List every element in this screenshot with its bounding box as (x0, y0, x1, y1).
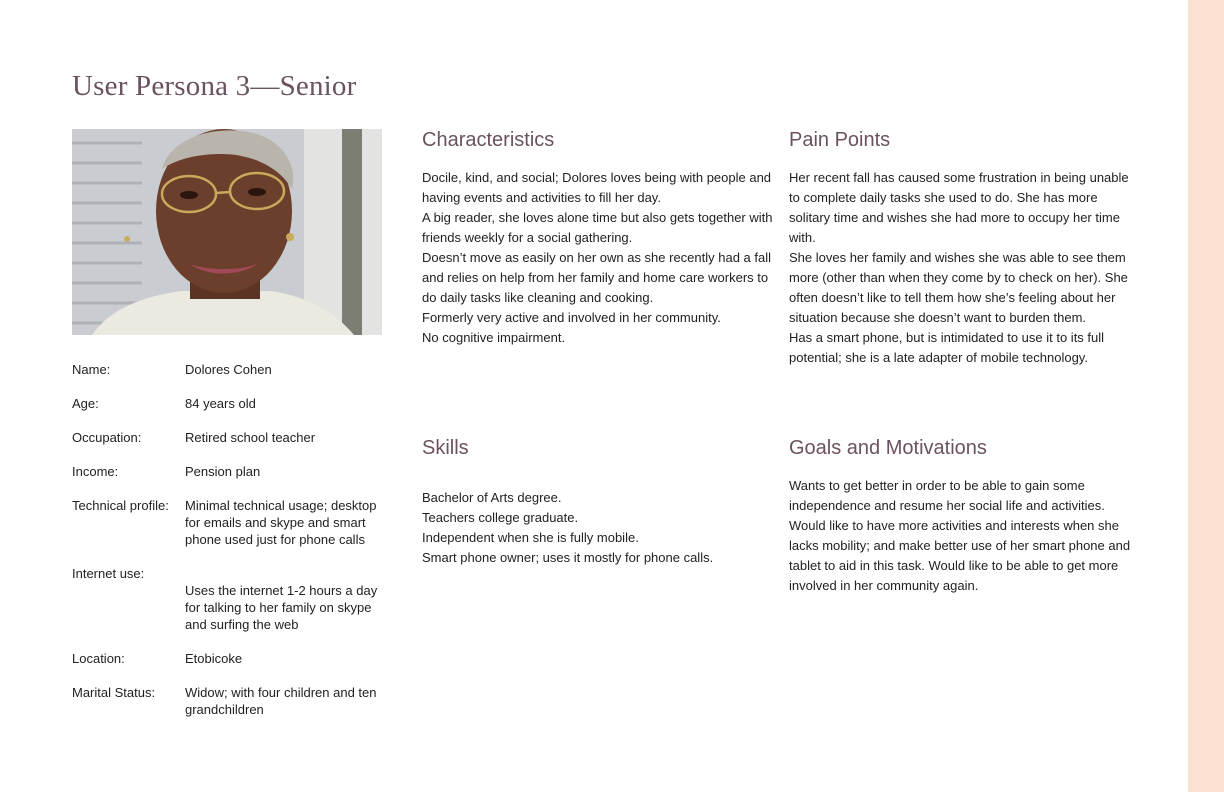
profile-row-internet-use (72, 565, 392, 633)
pain-points-line: She loves her family and wishes she was able to see them more (other than when they come by to check on her). She often doesn’t like to tell them how she’s feeling about her situation because she doesn’t want to burden them. (789, 250, 1128, 325)
profile-label: Age: (72, 396, 99, 411)
profile-label: Location: (72, 651, 125, 666)
persona-photo (72, 129, 382, 335)
section-body (422, 488, 774, 568)
characteristics-line: A big reader, she loves alone time but also gets together with friends weekly for a social gathering. (422, 210, 773, 245)
profile-label: Income: (72, 464, 119, 479)
pain-points-line: Her recent fall has caused some frustration in being unable to complete daily tasks she used to do. She has more solitary time and wishes she had more to occupy her time with. (789, 170, 1129, 245)
profile-value: Widow; with four children and ten grandchildren (185, 685, 377, 717)
profile-row-age (72, 395, 392, 412)
section-body (422, 168, 774, 348)
section-heading: Skills (422, 437, 469, 459)
section-heading: Characteristics (422, 129, 555, 151)
profile-row-occupation (72, 429, 392, 446)
skills-section (422, 437, 774, 568)
characteristics-line: Doesn’t move as easily on her own as she recently had a fall and relies on help from her family and home care workers to do daily tasks like cleaning and cooking. (422, 250, 772, 305)
profile-label: Occupation: (72, 430, 142, 445)
characteristics-line: Formerly very active and involved in her community. (422, 310, 721, 325)
profile-label: Internet use: (72, 566, 145, 581)
goals-line: Wants to get better in order to be able to gain some independence and resume her social life and activities. Would like to have more activities and interests when she lacks mobility; and make better use of her smart phone and tablet to aid in this task. Would like to be able to get more involved in her community again. (789, 478, 1131, 593)
profile-row-location (72, 650, 392, 667)
profile-row-income (72, 463, 392, 480)
skills-line: Independent when she is fully mobile. (422, 530, 639, 545)
skills-line: Bachelor of Arts degree. (422, 490, 562, 505)
goals-section (789, 437, 1141, 596)
skills-line: Smart phone owner; uses it mostly for phone calls. (422, 550, 714, 565)
profile-row-technical-profile (72, 497, 392, 548)
profile-value: Retired school teacher (185, 430, 316, 445)
section-body (789, 476, 1141, 596)
profile-details (72, 361, 392, 735)
profile-label: Marital Status: (72, 685, 156, 700)
profile-label: Technical profile: (72, 498, 169, 513)
characteristics-line: No cognitive impairment. (422, 330, 566, 345)
profile-value: 84 years old (185, 396, 256, 411)
skills-line: Teachers college graduate. (422, 510, 579, 525)
pain-points-section (789, 129, 1141, 368)
profile-value: Etobicoke (185, 651, 243, 666)
characteristics-section (422, 129, 774, 348)
profile-row-marital-status (72, 684, 392, 718)
section-heading: Goals and Motivations (789, 437, 987, 459)
accent-strip (1188, 0, 1224, 792)
profile-value: Pension plan (185, 464, 261, 479)
profile-label: Name: (72, 362, 111, 377)
section-body (789, 168, 1141, 368)
profile-value: Uses the internet 1-2 hours a day for talking to her family on skype and surfing the web (185, 583, 378, 632)
pain-points-line: Has a smart phone, but is intimidated to use it to its full potential; she is a late adapter of mobile technology. (789, 330, 1105, 365)
profile-row-name (72, 361, 392, 378)
profile-value: Minimal technical usage; desktop for emails and skype and smart phone used just for phone calls (185, 498, 377, 547)
page-title: User Persona 3—Senior (72, 70, 357, 102)
section-heading: Pain Points (789, 129, 891, 151)
profile-value: Dolores Cohen (185, 362, 272, 377)
characteristics-line: Docile, kind, and social; Dolores loves being with people and having events and activities to fill her day. (422, 170, 772, 205)
